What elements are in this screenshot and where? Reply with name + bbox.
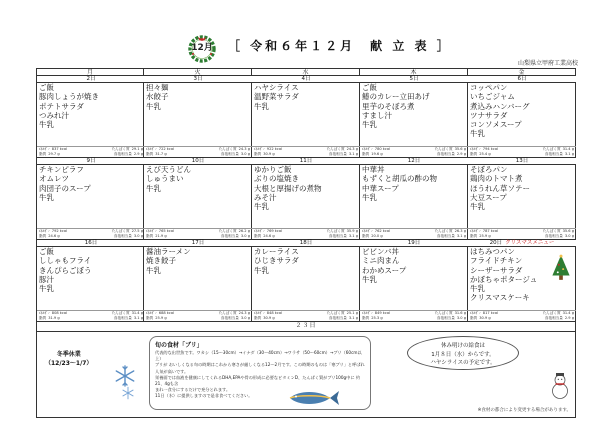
nutrition-label: たんぱく質: [111, 229, 130, 233]
nutrition-info: [144, 310, 252, 321]
fish-text-line: 栄養面では血液を健康にしてくれるDHA,EPAや骨の形成に必要なビタミンD、たんぱく質がブリ100g中に 約21、4gも含: [155, 374, 361, 387]
nutrition-label: 脂質: [362, 315, 370, 320]
nutrition-label: ｴﾈﾙｷﾞｰ: [254, 147, 265, 151]
dish-item: ポテトサラダ: [39, 101, 84, 111]
nutrition-value: 792 kcal: [51, 229, 68, 233]
nutrition-value: 849 kcal: [374, 311, 391, 315]
dish-item: ゆかりご飯: [254, 165, 292, 174]
nutrition-label: たんぱく質: [542, 229, 561, 233]
dish-item: ぶりの塩焼き: [254, 174, 299, 184]
nutrition-value: 769 kcal: [266, 229, 283, 233]
dish-item: かぼちゃポタージュ: [470, 274, 538, 284]
nutrition-value: 794 kcal: [482, 147, 499, 151]
nutrition-label: 食塩相当量: [113, 233, 132, 238]
nutrition-value: 3.0 g: [240, 315, 250, 320]
nutrition-value: 30.9 g: [263, 151, 275, 156]
nutrition-value: 780 kcal: [374, 147, 391, 151]
day-cell: [36, 240, 144, 322]
nutrition-label: 脂質: [254, 151, 262, 156]
nutrition-label: たんぱく質: [326, 147, 345, 151]
nutrition-value: 3.1 g: [348, 233, 358, 238]
dish-item: 焼き餃子: [146, 256, 176, 266]
nutrition-value: 25.4 g: [479, 151, 491, 156]
bottom-section: [36, 322, 576, 418]
dish-list: [37, 165, 143, 202]
nutrition-value: 688 kcal: [158, 311, 175, 315]
nutrition-value: 3.0 g: [456, 315, 466, 320]
nutrition-label: 食塩相当量: [544, 151, 563, 156]
nutrition-info: [468, 146, 576, 157]
snowman-icon: [549, 372, 571, 400]
nutrition-value: 837 kcal: [51, 147, 68, 151]
dish-item: ハヤシライス: [254, 83, 299, 92]
nutrition-label: ｴﾈﾙｷﾞｰ: [362, 229, 373, 233]
dish-item: いちごジャム: [470, 92, 515, 102]
nutrition-label: 食塩相当量: [544, 233, 563, 238]
christmas-tree-icon: [550, 254, 572, 282]
nutrition-info: [144, 228, 252, 239]
date-label: [144, 158, 252, 165]
nutrition-label: 食塩相当量: [328, 233, 347, 238]
date-text: 19日: [407, 240, 421, 246]
day-cell: [36, 76, 144, 158]
day-cell: [252, 158, 360, 240]
weekday-column: [36, 68, 144, 322]
weekday-header: 火: [144, 68, 252, 76]
nutrition-value: 31.4 g: [562, 147, 574, 151]
nutrition-value: 25.9 g: [479, 233, 491, 238]
dish-list: [37, 83, 143, 129]
nutrition-value: 25.1 g: [346, 311, 358, 315]
nutrition-label: ｴﾈﾙｷﾞｰ: [146, 229, 157, 233]
dish-item: 温野菜サラダ: [254, 92, 299, 102]
dish-item: 煮込みハンバーグ: [470, 101, 530, 111]
day-cell: [468, 240, 576, 322]
dish-item: 牛乳: [254, 101, 269, 111]
page-title: ［ 令和６年１２月 献 立 表 ］: [228, 39, 452, 53]
nutrition-label: 食塩相当量: [436, 233, 455, 238]
day-cell: [144, 76, 252, 158]
nutrition-value: 24.6 g: [263, 233, 275, 238]
dish-item: ししゃもフライ: [39, 256, 92, 266]
snowflake-icon: [113, 364, 137, 388]
nutrition-label: たんぱく質: [326, 229, 345, 233]
nutrition-label: たんぱく質: [218, 229, 237, 233]
dish-list: [360, 165, 467, 202]
resume-line: 休み明けの給食は: [440, 343, 485, 349]
nutrition-info: [37, 310, 145, 321]
nutrition-value: 27.5 g: [131, 229, 143, 233]
nutrition-label: 脂質: [39, 233, 47, 238]
yellowtail-fish-icon: [288, 389, 340, 407]
nutrition-label: ｴﾈﾙｷﾞｰ: [362, 147, 373, 151]
dish-item: 牛乳: [254, 265, 269, 275]
nutrition-value: 20.0 g: [371, 233, 383, 238]
nutrition-value: 21.9 g: [155, 233, 167, 238]
nutrition-value: 3.0 g: [133, 233, 143, 238]
nutrition-label: たんぱく質: [111, 311, 130, 315]
date-label: [468, 240, 576, 247]
dish-item: 鰆のカレー立田あげ: [362, 92, 430, 102]
date-text: 16日: [84, 240, 98, 246]
seasonal-food-box: [149, 336, 371, 410]
dish-item: 中華スープ: [362, 183, 399, 193]
nutrition-label: 脂質: [254, 233, 262, 238]
nutrition-value: 31.7 g: [155, 151, 167, 156]
nutrition-info: [252, 310, 360, 321]
nutrition-label: 食塩相当量: [220, 233, 239, 238]
date-text: 18日: [299, 240, 313, 246]
dish-item: 牛乳: [39, 284, 54, 294]
nutrition-value: 3.0 g: [564, 233, 574, 238]
nutrition-label: 食塩相当量: [544, 315, 563, 320]
dish-list: [252, 83, 359, 111]
nutrition-label: 食塩相当量: [220, 315, 239, 320]
dish-item: はちみつパン: [470, 247, 515, 256]
nutrition-label: 脂質: [470, 233, 478, 238]
nutrition-value: 848 kcal: [266, 311, 283, 315]
dish-item: もずくと胡瓜の酢の物: [362, 174, 437, 184]
dish-item: ツナサラダ: [470, 110, 508, 120]
date-text: 3日: [193, 76, 203, 82]
resume-line: ハヤシライスの予定です。: [430, 360, 496, 366]
nutrition-value: 24.3 g: [346, 147, 358, 151]
nutrition-label: 脂質: [362, 151, 370, 156]
date-label: [360, 158, 468, 165]
nutrition-value: 3.1 g: [133, 315, 143, 320]
nutrition-label: ｴﾈﾙｷﾞｰ: [254, 311, 265, 315]
dish-item: 中華丼: [362, 165, 385, 174]
nutrition-value: 31.6 g: [454, 311, 466, 315]
nutrition-label: たんぱく質: [111, 147, 130, 151]
nutrition-info: [468, 310, 576, 321]
nutrition-info: [252, 228, 360, 239]
dish-item: つみれ汁: [39, 110, 69, 120]
school-resume-box: [407, 336, 519, 370]
dish-item: ほうれん草ソテー: [470, 183, 530, 193]
nutrition-label: 食塩相当量: [113, 315, 132, 320]
nutrition-value: 765 kcal: [158, 229, 175, 233]
fish-text-line: ブリが おいしくなる旬の時期はこれから寒さが厳しくなる12〜2月です。この時期のものは「寒ブリ」と呼ばれ: [155, 362, 365, 368]
nutrition-label: たんぱく質: [434, 147, 453, 151]
nutrition-label: たんぱく質: [542, 147, 561, 151]
nutrition-value: 26.2 g: [238, 229, 250, 233]
nutrition-value: 3.1 g: [564, 151, 574, 156]
dish-item: カレーライス: [254, 247, 299, 256]
dish-item: オムレツ: [39, 174, 69, 184]
nutrition-value: 31.9 g: [48, 315, 60, 320]
dish-item: 牛乳: [470, 284, 485, 294]
dish-item: ミニ肉まん: [362, 256, 400, 266]
weekday-column: [468, 68, 576, 322]
nutrition-info: [37, 146, 145, 157]
nutrition-label: ｴﾈﾙｷﾞｰ: [146, 147, 157, 151]
dish-item: 豚汁: [39, 274, 54, 284]
dish-item: 牛乳: [254, 202, 269, 212]
nutrition-value: 808 kcal: [51, 311, 68, 315]
nutrition-info: [360, 146, 468, 157]
weekday-column: [144, 68, 252, 322]
fish-text-line: 代表的な出世魚です。ワカシ（15〜30cm）→イナダ（30〜40cm）→ワラサ（50〜60cm）→ブリ（60cm以上）: [155, 350, 362, 362]
nutrition-label: 脂質: [470, 315, 478, 320]
date-text: 20日: [489, 240, 503, 246]
dish-item: 牛乳: [470, 129, 485, 139]
date-label: [468, 158, 576, 165]
dish-item: チキンピラフ: [39, 165, 84, 174]
nutrition-label: 脂質: [362, 233, 370, 238]
dish-item: 水餃子: [146, 92, 169, 102]
nutrition-label: 食塩相当量: [220, 151, 239, 156]
dish-item: ひじきサラダ: [254, 256, 299, 266]
day-cell: [252, 240, 360, 322]
nutrition-label: 脂質: [470, 151, 478, 156]
date-label: [144, 76, 252, 83]
nutrition-value: 817 kcal: [482, 311, 499, 315]
date-label: [37, 158, 145, 165]
weekday-column: [252, 68, 360, 322]
dish-list: [468, 83, 575, 139]
nutrition-value: 25.3 g: [371, 315, 383, 320]
dish-list: [252, 247, 359, 275]
dish-item: しゅうまい: [146, 174, 184, 184]
nutrition-info: [252, 146, 360, 157]
dish-item: そぼろパン: [470, 165, 508, 174]
dish-list: [144, 247, 251, 275]
dish-list: [144, 165, 251, 193]
date-label: [37, 76, 145, 83]
date-text: 6日: [517, 76, 527, 82]
date-23-label: ２３日: [37, 322, 575, 332]
day-cell: [36, 158, 144, 240]
nutrition-value: 2.9 g: [564, 315, 574, 320]
weekday-header: 月: [36, 68, 144, 76]
nutrition-label: たんぱく質: [218, 311, 237, 315]
nutrition-info: [360, 310, 468, 321]
weekday-header: 金: [468, 68, 576, 76]
dish-item: 鶏肉のトマト煮: [470, 174, 523, 184]
nutrition-info: [468, 228, 576, 239]
nutrition-label: 脂質: [254, 315, 262, 320]
nutrition-label: ｴﾈﾙｷﾞｰ: [39, 229, 50, 233]
dish-item: シーザーサラダ: [470, 265, 523, 275]
nutrition-value: 3.0 g: [240, 233, 250, 238]
date-label: [252, 76, 360, 83]
dish-item: コンソメスープ: [470, 120, 522, 130]
day-cell: [360, 76, 468, 158]
nutrition-label: 脂質: [39, 315, 47, 320]
nutrition-label: 脂質: [146, 233, 154, 238]
nutrition-value: 19.6 g: [371, 151, 383, 156]
nutrition-value: 3.0 g: [240, 151, 250, 156]
winter-break-label: [45, 350, 92, 368]
dish-item: みそ汁: [254, 192, 277, 202]
nutrition-label: たんぱく質: [434, 311, 453, 315]
nutrition-info: [360, 228, 468, 239]
nutrition-value: 30.9 g: [479, 315, 491, 320]
nutrition-value: 24.6 g: [48, 233, 60, 238]
date-text: 13日: [515, 158, 529, 164]
nutrition-value: 922 kcal: [266, 147, 283, 151]
date-text: 4日: [301, 76, 311, 82]
nutrition-value: 31.4 g: [562, 311, 574, 315]
nutrition-label: たんぱく質: [542, 311, 561, 315]
snowflake-small-icon: [121, 386, 135, 400]
dish-item: ビビンバ丼: [362, 247, 399, 256]
weekday-column: [360, 68, 468, 322]
dish-item: 豚肉しょうが焼き: [39, 92, 99, 102]
nutrition-value: 30.9 g: [263, 315, 275, 320]
dish-item: 里芋のそぼろ煮: [362, 101, 415, 111]
day-cell: [360, 240, 468, 322]
date-label: [252, 158, 360, 165]
nutrition-value: 2.9 g: [133, 151, 143, 156]
dish-list: [468, 165, 575, 211]
nutrition-value: 35.9 g: [346, 229, 358, 233]
dish-item: 牛乳: [146, 265, 161, 275]
nutrition-label: ｴﾈﾙｷﾞｰ: [39, 147, 50, 151]
date-label: [37, 240, 145, 247]
dish-list: [252, 165, 359, 211]
nutrition-label: ｴﾈﾙｷﾞｰ: [146, 311, 157, 315]
nutrition-label: 脂質: [146, 315, 154, 320]
resume-line: 1月８日（水）からです。: [431, 351, 495, 358]
nutrition-label: 食塩相当量: [436, 151, 455, 156]
dish-item: 大根と厚揚げの煮物: [254, 183, 322, 193]
dish-item: 牛乳: [362, 120, 377, 130]
dish-list: [360, 247, 467, 284]
dish-item: 醤油ラーメン: [146, 247, 191, 256]
dish-item: 大豆スープ: [470, 192, 507, 202]
dish-item: 牛乳: [146, 101, 161, 111]
day-cell: [468, 76, 576, 158]
dish-item: 牛乳: [146, 183, 161, 193]
nutrition-value: 29.1 g: [131, 147, 143, 151]
fish-text-line: まれ一食分にするだけで充分とれます。: [155, 387, 231, 393]
school-name: 山梨県立甲府工業高校: [517, 60, 578, 67]
date-text: 11日: [299, 158, 313, 164]
nutrition-value: 787 kcal: [482, 229, 499, 233]
nutrition-value: 3.1 g: [456, 233, 466, 238]
date-text: 5日: [409, 76, 419, 82]
date-label: [252, 240, 360, 247]
nutrition-value: 3.1 g: [348, 315, 358, 320]
dish-list: [144, 83, 251, 111]
dish-item: 牛乳: [39, 192, 54, 202]
nutrition-label: ｴﾈﾙｷﾞｰ: [470, 311, 481, 315]
nutrition-value: 25.9 g: [155, 315, 167, 320]
christmas-menu-label: クリスマスメニュー: [505, 240, 555, 246]
nutrition-label: ｴﾈﾙｷﾞｰ: [362, 311, 373, 315]
dish-item: フライドチキン: [470, 256, 523, 266]
nutrition-label: 食塩相当量: [328, 315, 347, 320]
date-text: 2日: [86, 76, 96, 82]
date-label: [360, 240, 468, 247]
nutrition-label: ｴﾈﾙｷﾞｰ: [470, 229, 481, 233]
nutrition-value: 24.3 g: [238, 311, 250, 315]
nutrition-label: 脂質: [39, 151, 47, 156]
dish-list: [360, 83, 467, 129]
nutrition-label: 脂質: [146, 151, 154, 156]
nutrition-label: ｴﾈﾙｷﾞｰ: [39, 311, 50, 315]
nutrition-value: 35.6 g: [562, 229, 574, 233]
dish-item: クリスマスケーキ: [470, 293, 530, 303]
dish-item: えび天うどん: [146, 165, 191, 174]
nutrition-value: 26.3 g: [454, 229, 466, 233]
dish-item: 牛乳: [470, 202, 485, 212]
date-text: 10日: [191, 158, 205, 164]
nutrition-label: たんぱく質: [434, 229, 453, 233]
day-cell: [252, 76, 360, 158]
day-cell: [144, 158, 252, 240]
dish-item: 肉団子のスープ: [39, 183, 91, 193]
menu-grid: [36, 68, 576, 322]
nutrition-label: 食塩相当量: [436, 315, 455, 320]
nutrition-value: 2.9 g: [456, 151, 466, 156]
nutrition-label: たんぱく質: [218, 147, 237, 151]
winter-break-dates: （12/23〜1/7）: [45, 360, 93, 367]
weekday-header: 木: [360, 68, 468, 76]
nutrition-value: 24.3 g: [238, 147, 250, 151]
day-cell: [468, 158, 576, 240]
nutrition-value: 35.6 g: [454, 147, 466, 151]
dish-list: [37, 247, 143, 293]
nutrition-label: ｴﾈﾙｷﾞｰ: [254, 229, 265, 233]
day-cell: [144, 240, 252, 322]
nutrition-label: ｴﾈﾙｷﾞｰ: [470, 147, 481, 151]
nutrition-info: [144, 146, 252, 157]
dish-item: きんぴらごぼう: [39, 265, 92, 275]
nutrition-value: 722 kcal: [158, 147, 175, 151]
nutrition-label: 食塩相当量: [328, 151, 347, 156]
nutrition-value: 29.7 g: [48, 151, 60, 156]
date-text: 12日: [407, 158, 421, 164]
date-label: [144, 240, 252, 247]
footnote: ※食材の都合により変更する場合があります。: [477, 408, 571, 413]
dish-item: 牛乳: [39, 120, 54, 130]
fish-text-line: 人気が高いです。: [155, 368, 189, 374]
dish-item: 担々麺: [146, 83, 169, 92]
date-text: 17日: [191, 240, 205, 246]
nutrition-info: [37, 228, 145, 239]
date-label: [360, 76, 468, 83]
dish-item: コッペパン: [470, 83, 508, 92]
dish-item: ご飯: [39, 83, 54, 92]
day-cell: [360, 158, 468, 240]
date-text: 9日: [86, 158, 96, 164]
dish-item: ご飯: [362, 83, 377, 92]
wreath-month-label: 12月: [191, 43, 213, 53]
dish-item: わかめスープ: [362, 265, 407, 275]
nutrition-label: 食塩相当量: [113, 151, 132, 156]
nutrition-value: 3.1 g: [348, 151, 358, 156]
weekday-header: 水: [252, 68, 360, 76]
nutrition-value: 762 kcal: [374, 229, 391, 233]
nutrition-value: 31.4 g: [131, 311, 143, 315]
dish-item: 牛乳: [362, 274, 377, 284]
seasonal-food-title: 旬の食材「ブリ」: [155, 342, 203, 349]
dish-item: すまし汁: [362, 110, 392, 120]
nutrition-label: たんぱく質: [326, 311, 345, 315]
winter-break-title: 冬季休業: [56, 351, 81, 358]
dish-item: ご飯: [39, 247, 54, 256]
date-label: [468, 76, 576, 83]
dish-item: 牛乳: [362, 192, 377, 202]
fish-text-line: 11日（水）に提供しますので是非食べてください。: [155, 393, 253, 399]
